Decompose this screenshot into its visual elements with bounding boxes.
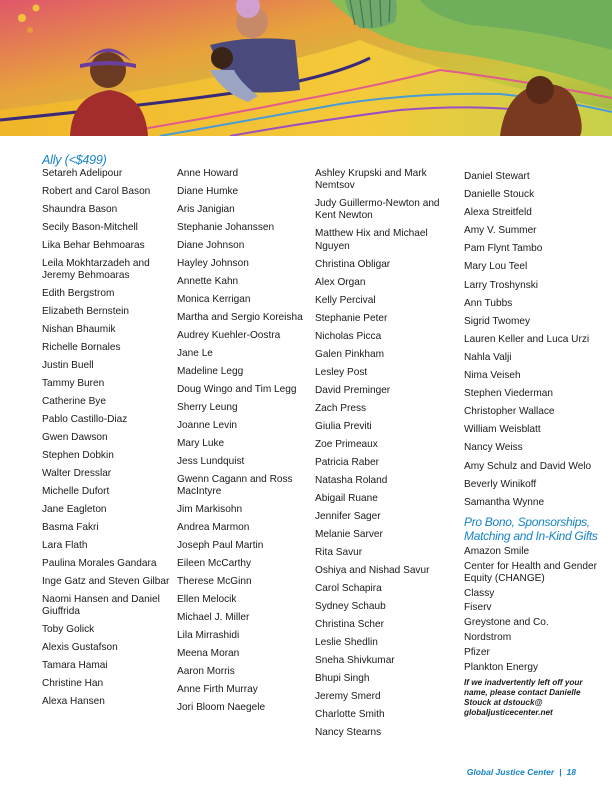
donor-name: Nancy Weiss	[464, 442, 523, 454]
donor-name: Matthew Hix and Michael Nguyen	[315, 228, 428, 252]
donor-name: Patricia Raber	[315, 456, 379, 468]
gift-sponsor-name: Greystone and Co.	[464, 617, 549, 629]
page-number: 18	[566, 767, 576, 777]
donor-name: Ellen Melocik	[177, 594, 237, 606]
donor-name: Sherry Leung	[177, 402, 238, 413]
donor-name: Stephen Viederman	[464, 388, 554, 400]
donor-name: David Preminger	[315, 384, 391, 396]
donor-name: Daniel Stewart	[464, 171, 530, 182]
donor-column-1	[42, 168, 170, 714]
gift-sponsor-name: Amazon Smile	[464, 545, 530, 557]
donor-name: Melanie Sarver	[315, 528, 383, 540]
donor-name: Giulia Previti	[315, 420, 372, 432]
gift-sponsor-name: Center for Health and Gender Equity (CHANGE)	[464, 560, 597, 584]
donor-name: Alexa Streitfeld	[464, 207, 532, 219]
donor-name: Charlotte Smith	[315, 708, 385, 720]
ally-section-title: Ally (<$499)	[42, 153, 107, 167]
donor-name: Aris Janigian	[177, 204, 235, 215]
donor-name: Rita Savur	[315, 546, 363, 558]
donor-name: Aaron Morris	[177, 666, 235, 678]
donor-name: Lika Behar Behmoaras	[42, 240, 145, 251]
donor-name: Christina Scher	[315, 618, 385, 630]
donor-name: Christina Obligar	[315, 258, 391, 270]
donor-name: Mary Lou Teel	[464, 261, 528, 273]
donor-name: Joanne Levin	[177, 420, 238, 431]
donor-name: Amy V. Summer	[464, 225, 537, 237]
donor-name: Stephanie Peter	[315, 312, 388, 324]
donor-name: Annette Kahn	[177, 276, 239, 287]
donor-name: Audrey Kuehler-Oostra	[177, 330, 281, 341]
donor-name: Tamara Hamai	[42, 660, 108, 672]
footer-org-name: Global Justice Center	[466, 767, 555, 777]
donor-name: Oshiya and Nishad Savur	[315, 564, 430, 576]
omission-note: If we inadvertently left off your name, please contact Danielle Stouck at dstouck@ globaljusticecenter.net	[464, 677, 583, 717]
donor-name: Justin Buell	[42, 360, 94, 372]
donor-name: Ashley Krupski and Mark Nemtsov	[315, 168, 427, 192]
donor-name: Lauren Keller and Luca Urzi	[464, 333, 590, 345]
donor-name: Eileen McCarthy	[177, 558, 252, 570]
donor-name: Anne Howard	[177, 168, 239, 179]
header-illustration	[0, 0, 612, 136]
donor-name: Diane Humke	[177, 186, 239, 197]
donor-name: Toby Golick	[42, 624, 95, 636]
donor-name: Paulina Morales Gandara	[42, 558, 157, 570]
donor-name: Doug Wingo and Tim Legg	[177, 384, 297, 395]
donor-name: William Weisblatt	[464, 424, 541, 436]
donor-name: Madeline Legg	[177, 366, 244, 377]
gift-sponsor-name: Classy	[464, 587, 495, 599]
donor-name: Leila Mokhtarzadeh and Jeremy Behmoaras	[42, 258, 150, 282]
donor-name: Michael J. Miller	[177, 612, 250, 624]
donor-name: Judy Guillermo-Newton and Kent Newton	[315, 198, 440, 222]
donor-name: Danielle Stouck	[464, 189, 535, 201]
donor-name: Hayley Johnson	[177, 258, 249, 269]
gift-sponsor-name: Plankton Energy	[464, 661, 539, 673]
donor-name: Jori Bloom Naegele	[177, 702, 266, 714]
donor-name: Kelly Percival	[315, 294, 376, 306]
donor-list-column-4	[464, 171, 604, 509]
donor-name: Lara Flath	[42, 540, 88, 552]
donor-name: Ann Tubbs	[464, 297, 513, 309]
gift-sponsor-name: Nordstrom	[464, 631, 512, 643]
donor-name: Lila Mirrashidi	[177, 630, 240, 642]
donor-name: Sigrid Twomey	[464, 315, 531, 327]
donor-name: Robert and Carol Bason	[42, 186, 151, 197]
donor-name: Mary Luke	[177, 438, 225, 449]
donor-name: Michelle Dufort	[42, 486, 110, 498]
donor-name: Christopher Wallace	[464, 406, 555, 418]
page-footer	[467, 767, 576, 777]
donor-name: Jeremy Smerd	[315, 690, 381, 702]
donor-name: Nishan Bhaumik	[42, 324, 116, 336]
donor-name: Lesley Post	[315, 366, 368, 378]
donor-name: Gwenn Cagann and Ross MacIntyre	[177, 474, 293, 498]
donor-name: Inge Gatz and Steven Gilbar	[42, 576, 170, 588]
donor-name: Galen Pinkham	[315, 348, 385, 360]
donor-name: Larry Troshynski	[464, 279, 539, 291]
donor-name: Walter Dresslar	[42, 468, 112, 480]
donor-name: Christine Han	[42, 678, 104, 690]
donor-name: Setareh Adelipour	[42, 168, 123, 179]
donor-name: Sydney Schaub	[315, 600, 386, 612]
pro-bono-section-title: Pro Bono, Sponsorships, Matching and In-Kind Gifts	[464, 514, 598, 543]
donor-name: Naomi Hansen and Daniel Giuffrida	[42, 594, 160, 618]
donor-name: Carol Schapira	[315, 582, 382, 594]
donor-name: Nancy Stearns	[315, 726, 382, 738]
donor-name: Catherine Bye	[42, 396, 106, 408]
donor-name: Bhupi Singh	[315, 672, 370, 684]
donor-name: Beverly Winikoff	[464, 478, 537, 490]
donor-name: Zach Press	[315, 402, 367, 414]
donor-name: Richelle Bornales	[42, 342, 121, 354]
donor-name: Nahla Valji	[464, 351, 512, 363]
donor-name: Sneha Shivkumar	[315, 654, 395, 666]
donor-name: Leslie Shedlin	[315, 636, 378, 648]
donor-name: Samantha Wynne	[464, 496, 545, 508]
donor-name: Gwen Dawson	[42, 432, 108, 444]
donor-name: Stephen Dobkin	[42, 450, 114, 462]
donor-name: Jim Markisohn	[177, 504, 243, 516]
donor-name: Diane Johnson	[177, 240, 245, 251]
donor-name: Anne Firth Murray	[177, 684, 258, 696]
donor-name: Meena Moran	[177, 648, 240, 660]
donor-name: Nicholas Picca	[315, 330, 382, 342]
donor-name: Edith Bergstrom	[42, 288, 115, 300]
donor-name: Jane Eagleton	[42, 504, 107, 516]
donor-column-2	[177, 168, 307, 720]
footer-divider: |	[559, 767, 562, 777]
donor-name: Elizabeth Bernstein	[42, 306, 129, 318]
donor-name: Alexis Gustafson	[42, 642, 118, 654]
donor-name: Jennifer Sager	[315, 510, 381, 522]
donor-name: Joseph Paul Martin	[177, 540, 264, 552]
gift-sponsor-name: Fiserv	[464, 602, 492, 614]
donor-name: Zoe Primeaux	[315, 438, 378, 450]
donor-name: Basma Fakri	[42, 522, 99, 534]
donor-name: Pam Flynt Tambo	[464, 243, 543, 255]
donor-name: Natasha Roland	[315, 474, 388, 486]
donor-column-3	[315, 168, 453, 745]
gift-sponsor-name: Pfizer	[464, 646, 490, 658]
donor-name: Stephanie Johanssen	[177, 222, 275, 233]
donor-name: Amy Schulz and David Welo	[464, 460, 592, 472]
donor-name: Alex Organ	[315, 276, 366, 288]
donor-name: Shaundra Bason	[42, 204, 118, 215]
donor-name: Monica Kerrigan	[177, 294, 251, 305]
donor-name: Jane Le	[177, 348, 213, 359]
donor-name: Alexa Hansen	[42, 696, 105, 708]
donor-name: Andrea Marmon	[177, 522, 250, 534]
donor-name: Secily Bason-Mitchell	[42, 222, 138, 233]
donor-name: Jess Lundquist	[177, 456, 245, 467]
donor-column-4	[464, 171, 604, 718]
donor-name: Tammy Buren	[42, 378, 105, 390]
donor-name: Therese McGinn	[177, 576, 252, 588]
donor-name: Pablo Castillo-Diaz	[42, 414, 128, 426]
pro-bono-list	[464, 546, 604, 674]
donor-name: Martha and Sergio Koreisha	[177, 312, 303, 323]
donor-name: Nima Veiseh	[464, 370, 521, 382]
donor-name: Abigail Ruane	[315, 492, 378, 504]
